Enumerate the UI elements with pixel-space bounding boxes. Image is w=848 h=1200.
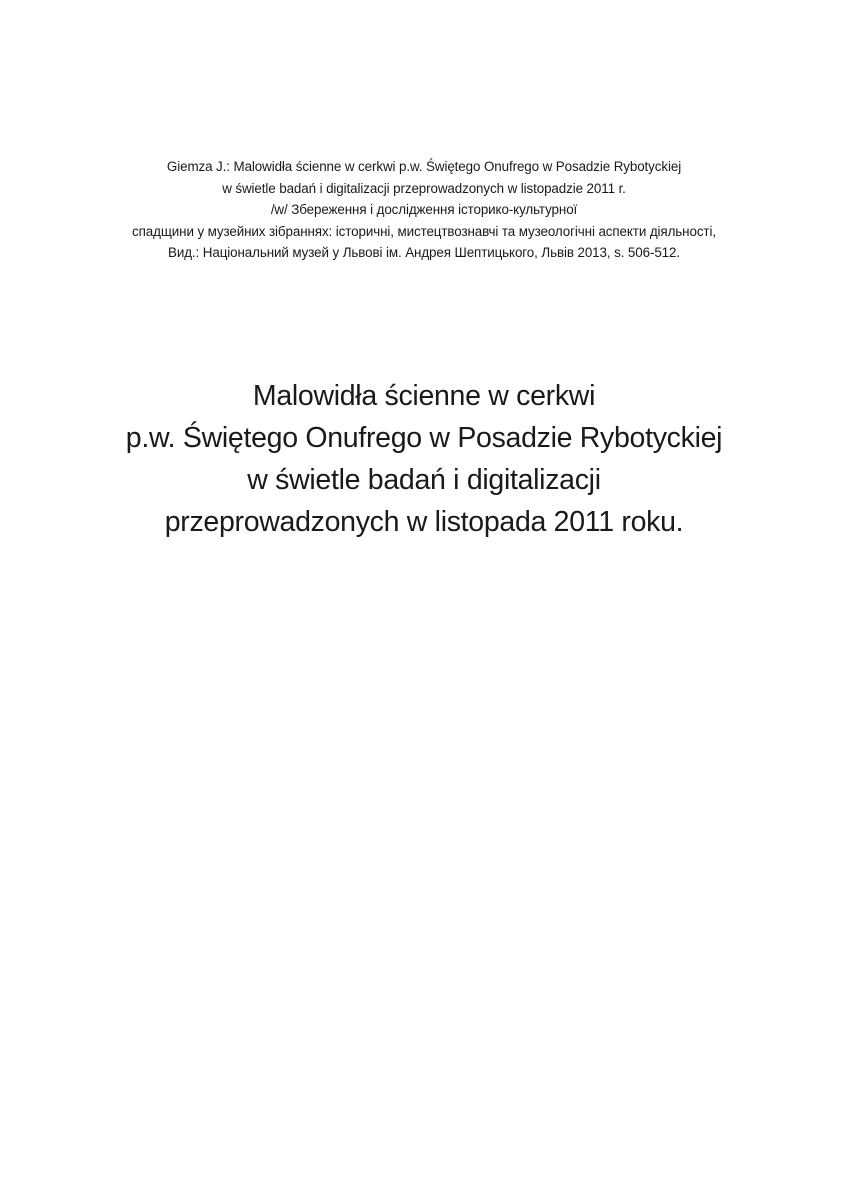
citation-line: спадщини у музейних зібраннях: історичні, мистецтвознавчі та музеологічні аспекти діяльності, [132, 223, 716, 239]
citation-line: Giemza J.: Malowidła ścienne w cerkwi p.w. Świętego Onufrego w Posadzie Rybotyckiej [166, 159, 682, 174]
document-title [0, 375, 848, 543]
title-line: przeprowadzonych w listopada 2011 roku. [164, 506, 684, 538]
title-line: p.w. Świętego Onufrego w Posadzie Rybotyckiej [125, 422, 723, 454]
citation-line: Вид.: Національний музей у Львові ім. Андрея Шептицького, Львів 2013, s. 506-512. [168, 245, 680, 261]
citation-line: w świetle badań i digitalizacji przeprowadzonych w listopadzie 2011 r. [222, 180, 626, 196]
citation-block [0, 156, 848, 264]
citation-line: /w/ Збереження і дослідження історико-культурної [270, 202, 578, 218]
title-line: Malowidła ścienne w cerkwi [252, 380, 596, 412]
title-line: w świetle badań i digitalizacji [247, 464, 601, 496]
